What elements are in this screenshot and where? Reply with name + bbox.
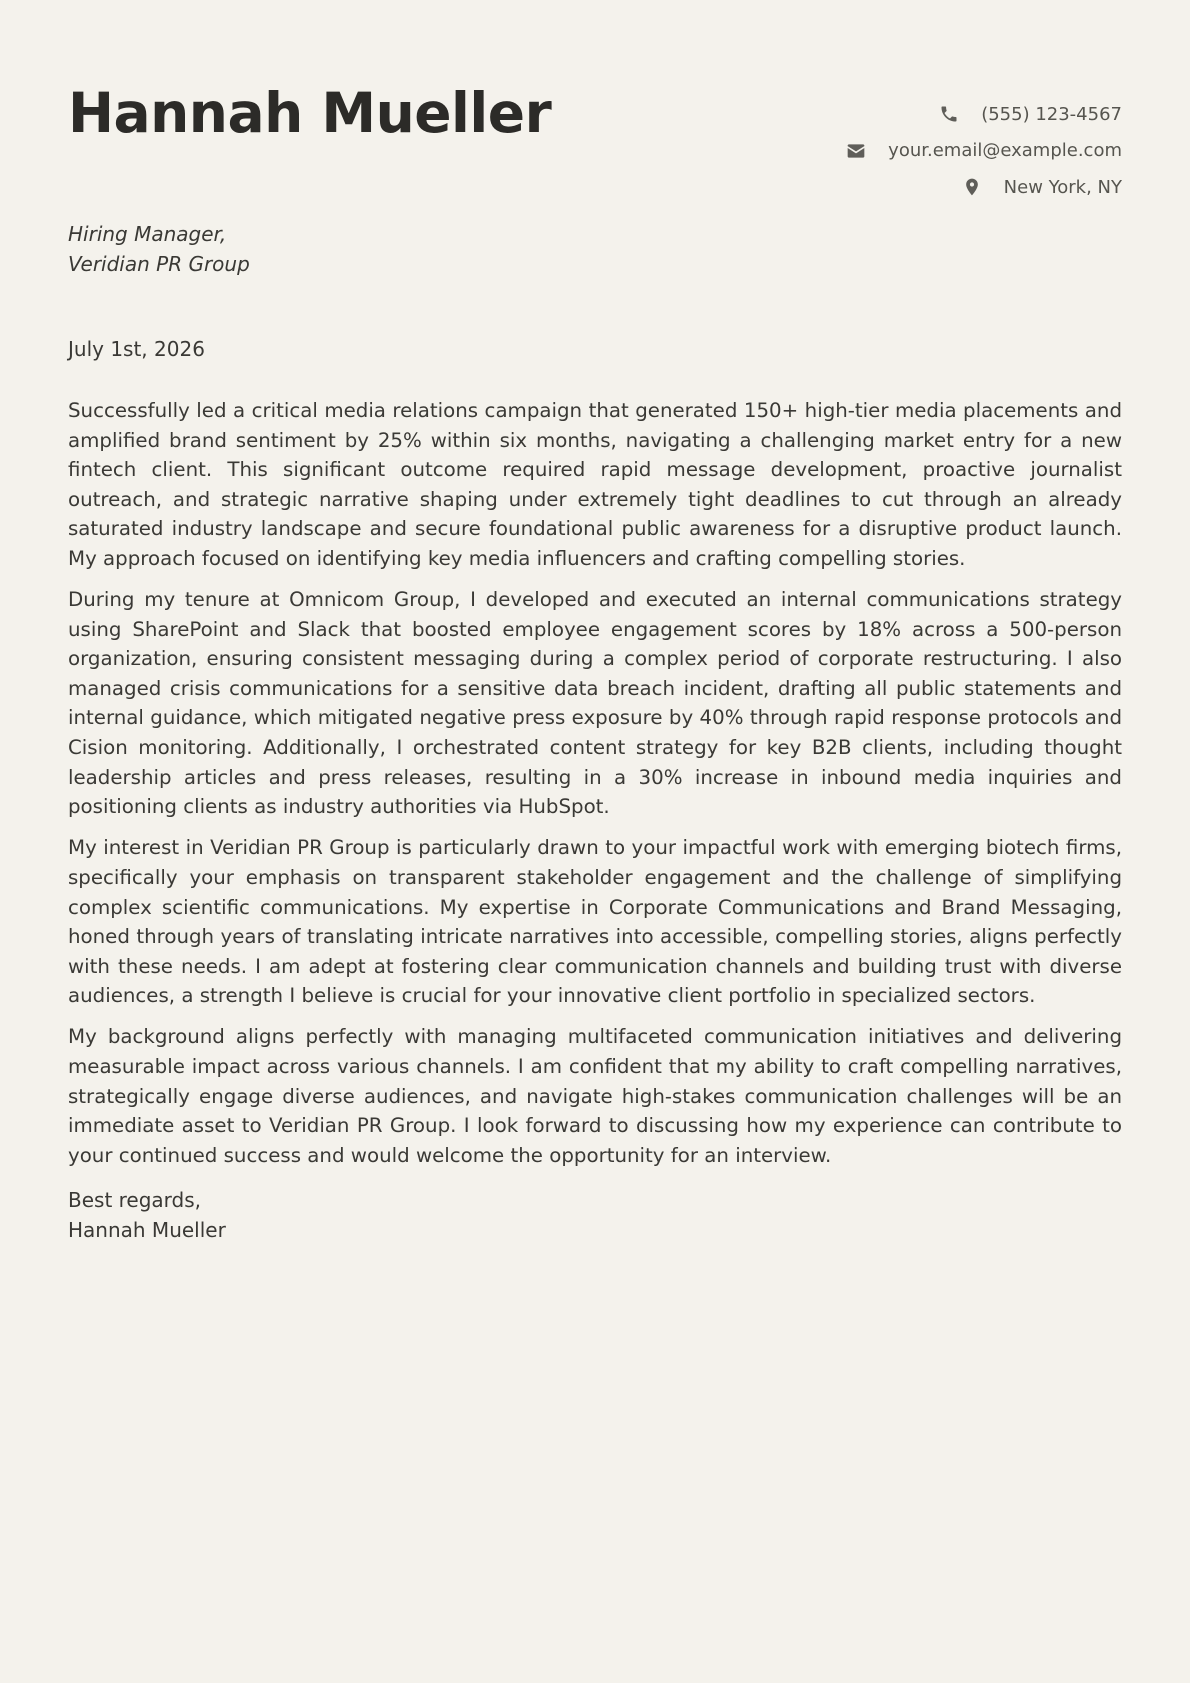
body-paragraph: My interest in Veridian PR Group is particularly drawn to your impactful work with emerging biotech firms, specifically your emphasis on transparent stakeholder engagement and the challenge of simplifying complex scientific communications. My expertise in Corporate Communications and Brand Messaging, honed through years of translating intricate narratives into accessible, compelling stories, aligns perfectly with these needs. I am adept at fostering clear communication channels and building trust with diverse audiences, a strength I believe is crucial for your innovative client portfolio in specialized sectors. [68, 836, 1122, 1008]
applicant-name: Hannah Mueller [68, 81, 552, 145]
letter-date: July 1st, 2026 [68, 337, 205, 361]
contact-info [846, 96, 1122, 206]
map-pin-icon [962, 177, 982, 197]
body-paragraph: Successfully led a critical media relations campaign that generated 150+ high-tier media placements and amplified brand sentiment by 25% within six months, navigating a challenging market entry for a new fintech client. This significant outcome required rapid message development, proactive journalist outreach, and strategic narrative shaping under extremely tight deadlines to cut through an already saturated industry landscape and secure foundational public awareness for a disruptive product launch. My approach focused on identifying key media influencers and crafting compelling stories. [68, 399, 1122, 570]
location-text: New York, NY [1003, 176, 1122, 198]
phone-icon [939, 104, 959, 124]
contact-location [846, 169, 1122, 206]
recipient-title: Hiring Manager, [68, 222, 227, 246]
phone-text: (555) 123-4567 [981, 103, 1122, 125]
envelope-icon [846, 141, 866, 161]
recipient-company: Veridian PR Group [68, 252, 250, 276]
closing-block [68, 1186, 226, 1245]
body-paragraph: My background aligns perfectly with managing multifaceted communication initiatives and delivering measurable impact across various channels. I am confident that my ability to craft compelling narratives, strategically engage diverse audiences, and navigate high-stakes communication challenges will be an immediate asset to Veridian PR Group. I look forward to discussing how my experience can contribute to your continued success and would welcome the opportunity for an interview. [68, 1025, 1122, 1167]
email-text: your.email@example.com [888, 140, 1122, 162]
letter-body [68, 396, 1122, 1182]
contact-phone [846, 96, 1122, 133]
body-paragraph: During my tenure at Omnicom Group, I developed and executed an internal communications strategy using SharePoint and Slack that boosted employee engagement scores by 18% across a 500-person organization, ensuring consistent messaging during a complex period of corporate restructuring. I also managed crisis communications for a sensitive data breach incident, drafting all public statements and internal guidance, which mitigated negative press exposure by 40% through rapid response protocols and Cision monitoring. Additionally, I orchestrated content strategy for key B2B clients, including thought leadership articles and press releases, resulting in a 30% increase in inbound media inquiries and positioning clients as industry authorities via HubSpot. [68, 588, 1122, 819]
contact-email [846, 133, 1122, 170]
signature-name: Hannah Mueller [68, 1217, 226, 1242]
recipient-block [68, 219, 250, 279]
closing-salutation: Best regards, [68, 1188, 202, 1212]
